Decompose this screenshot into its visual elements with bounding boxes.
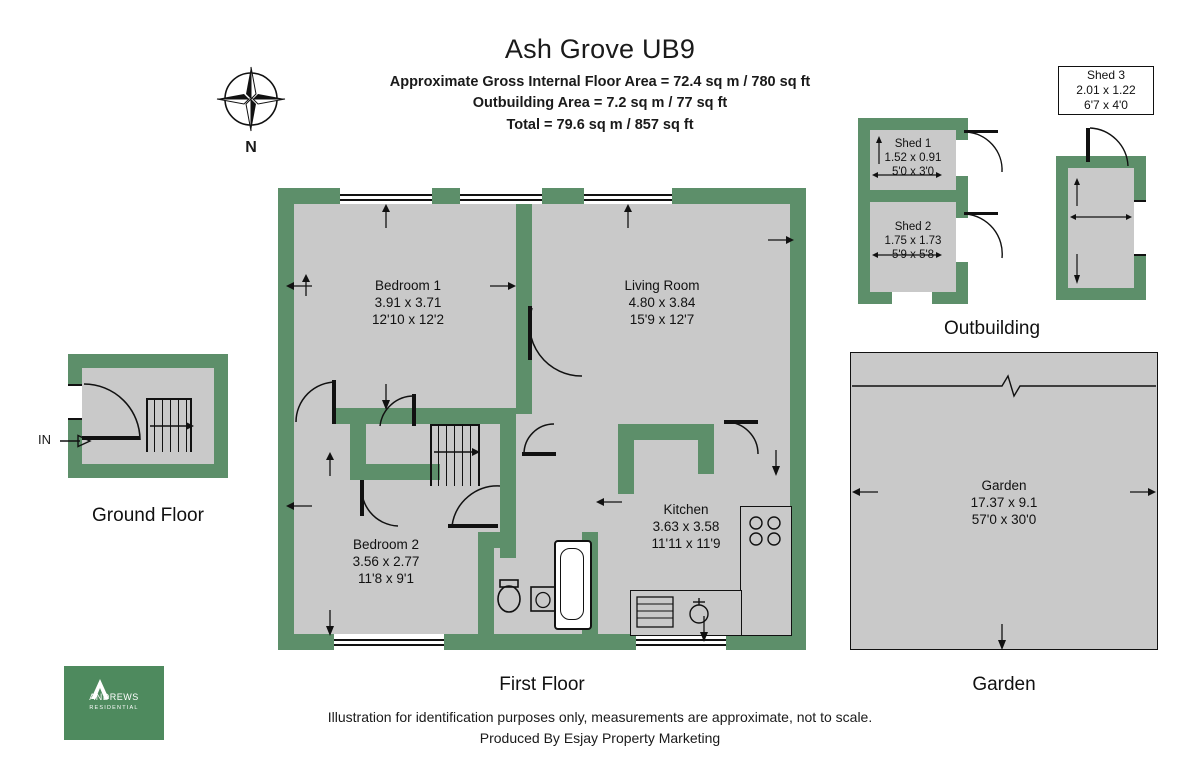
door-swing-shed1 [964,130,1004,174]
door-swing-hall [522,424,582,458]
sink-icon [636,596,674,628]
door-swing-bathroom [448,484,506,528]
section-label-first-floor: First Floor [499,674,585,695]
area-line-total: Total = 79.6 sq m / 857 sq ft [506,117,694,133]
door-swing-bedroom1 [294,370,338,424]
compass-rose [206,66,296,154]
door-swing-shed2 [964,212,1004,260]
page-title: Ash Grove UB9 [504,34,696,64]
brand-logo [64,666,164,740]
section-label-garden: Garden [972,674,1036,695]
room-label-bedroom-1: Bedroom 1 3.91 x 3.71 12'10 x 12'2 [372,278,444,327]
basin-fixture [530,586,556,612]
footer-disclaimer: Illustration for identification purposes only, measurements are approximate, not to scale. [327,709,873,725]
door-swing-shed3 [1086,128,1130,168]
shed-3-label: Shed 3 2.01 x 1.22 6'7 x 4'0 [1058,66,1154,115]
room-label-bedroom-2: Bedroom 2 3.56 x 2.77 11'8 x 9'1 [352,537,420,586]
section-label-ground-floor: Ground Floor [92,505,204,526]
door-swing-bedroom2 [360,480,400,530]
compass-north-label: N [245,139,257,156]
room-label-kitchen: Kitchen 3.63 x 3.58 11'11 x 11'9 [651,502,721,551]
toilet-fixture [494,580,524,614]
entrance-arrow-icon [60,434,90,448]
door-swing-kitchen [716,420,760,456]
shed-2-label: Shed 2 1.75 x 1.73 5'9 x 5'8 [884,221,942,261]
section-label-outbuilding: Outbuilding [943,318,1041,339]
entrance-label: IN [38,432,51,447]
shed-1-label: Shed 1 1.52 x 0.91 5'0 x 3'0 [884,138,942,178]
room-label-garden: Garden 17.37 x 9.1 57'0 x 30'0 [970,478,1038,527]
area-line-gross: Approximate Gross Internal Floor Area = 72.4 sq m / 780 sq ft [389,74,811,90]
ground-floor-plan [68,354,228,478]
room-label-living-room: Living Room 4.80 x 3.84 15'9 x 12'7 [624,278,700,327]
area-line-outbuilding: Outbuilding Area = 7.2 sq m / 77 sq ft [472,95,728,111]
footer-producer: Produced By Esjay Property Marketing [479,730,721,746]
shed-3-plan [1056,156,1146,300]
brand-text: ANDREWS RESIDENTIAL [89,692,139,711]
